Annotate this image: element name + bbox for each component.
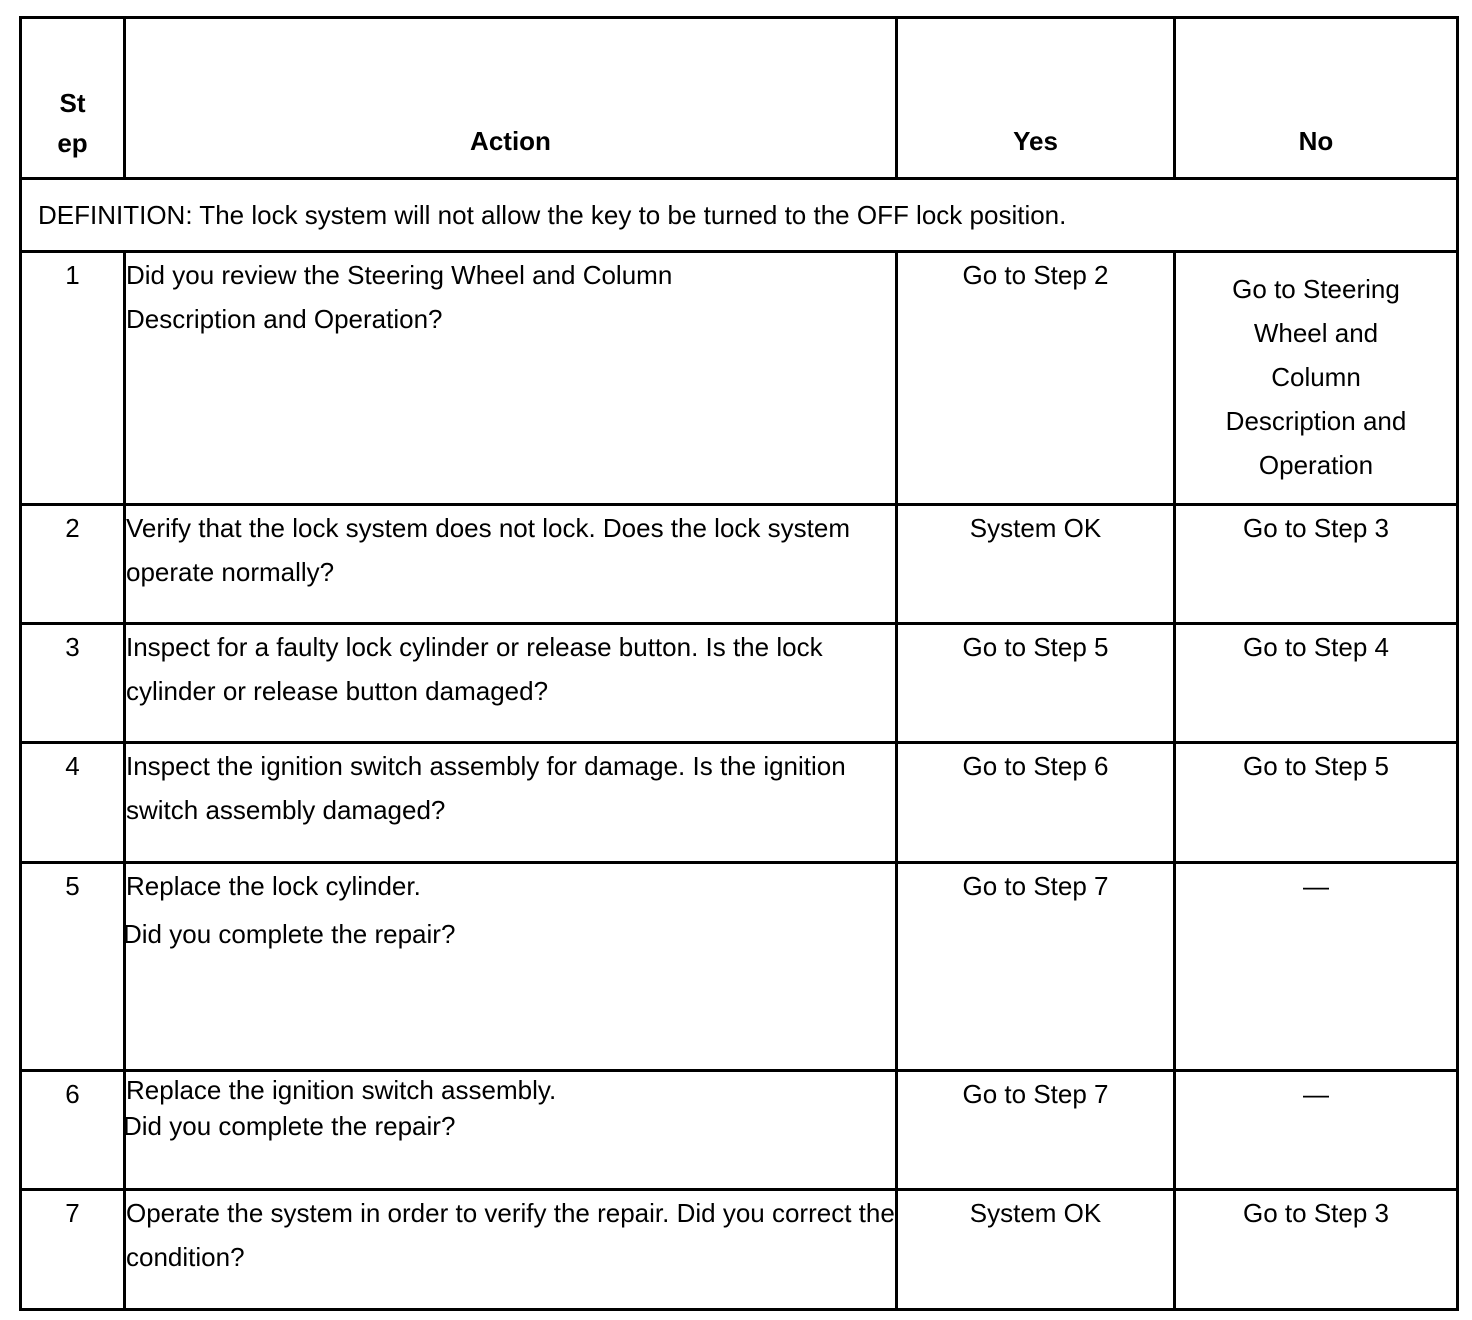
no-result-dash: — xyxy=(1303,871,1329,901)
no-result: Go to Step 4 xyxy=(1175,624,1458,743)
table-row xyxy=(21,624,1458,743)
action-text: Verify that the lock system does not lock. Does the lock system operate normally? xyxy=(125,505,897,624)
no-result xyxy=(1175,1071,1458,1190)
action-line-2: Did you complete the repair? xyxy=(123,1111,456,1141)
no-result: Go to Steering Wheel and Column Description and Operation xyxy=(1175,252,1458,505)
no-result: Go to Step 5 xyxy=(1175,743,1458,863)
step-number: 1 xyxy=(21,252,125,505)
yes-result: Go to Step 5 xyxy=(897,624,1175,743)
action-text xyxy=(125,1071,897,1190)
no-result: Go to Step 3 xyxy=(1175,1190,1458,1310)
step-number: 3 xyxy=(21,624,125,743)
step-number: 2 xyxy=(21,505,125,624)
action-text: Operate the system in order to verify the repair. Did you correct the condition? xyxy=(125,1190,897,1310)
yes-result: Go to Step 2 xyxy=(897,252,1175,505)
definition-text: DEFINITION: The lock system will not allow the key to be turned to the OFF lock position. xyxy=(21,179,1458,252)
yes-result: Go to Step 7 xyxy=(897,1071,1175,1190)
table-row xyxy=(21,863,1458,1071)
table-row xyxy=(21,252,1458,505)
action-line-2: Did you complete the repair? xyxy=(123,919,456,949)
action-line-1: Replace the lock cylinder. xyxy=(126,871,421,901)
header-action: Action xyxy=(125,18,897,179)
header-yes: Yes xyxy=(897,18,1175,179)
table-row xyxy=(21,743,1458,863)
action-text: Inspect for a faulty lock cylinder or release button. Is the lock cylinder or release button damaged? xyxy=(125,624,897,743)
header-step xyxy=(21,18,125,179)
header-no: No xyxy=(1175,18,1458,179)
action-text xyxy=(125,863,897,1071)
action-text: Did you review the Steering Wheel and Column Description and Operation? xyxy=(125,252,897,505)
table-row xyxy=(21,505,1458,624)
action-line-1: Replace the ignition switch assembly. xyxy=(126,1075,557,1105)
definition-row xyxy=(21,179,1458,252)
header-step-line1: St xyxy=(59,88,86,118)
table-row xyxy=(21,1071,1458,1190)
header-row xyxy=(21,18,1458,179)
yes-result: System OK xyxy=(897,1190,1175,1310)
step-number: 5 xyxy=(21,863,125,1071)
diagnostic-table xyxy=(19,16,1459,1311)
no-result xyxy=(1175,863,1458,1071)
yes-result: System OK xyxy=(897,505,1175,624)
no-result: Go to Step 3 xyxy=(1175,505,1458,624)
table-row xyxy=(21,1190,1458,1310)
action-text: Inspect the ignition switch assembly for damage. Is the ignition switch assembly damaged? xyxy=(125,743,897,863)
yes-result: Go to Step 6 xyxy=(897,743,1175,863)
step-number: 6 xyxy=(21,1071,125,1190)
yes-result: Go to Step 7 xyxy=(897,863,1175,1071)
step-number: 7 xyxy=(21,1190,125,1310)
step-number: 4 xyxy=(21,743,125,863)
header-step-line2: ep xyxy=(57,128,88,158)
no-result-dash: — xyxy=(1303,1079,1329,1109)
